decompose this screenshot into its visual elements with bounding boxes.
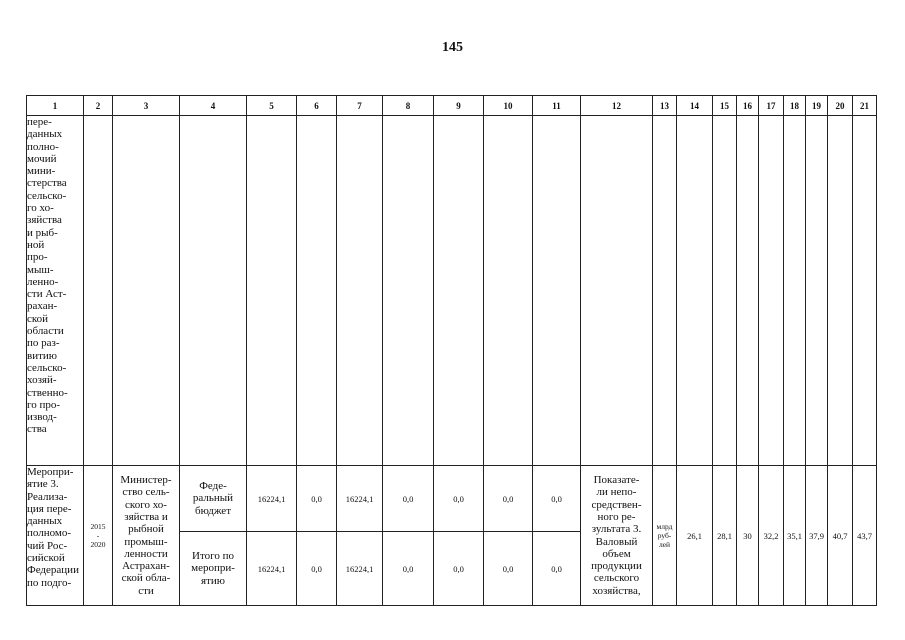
header-cell: 9 bbox=[434, 96, 484, 116]
amount-cell: 0,0 bbox=[434, 466, 484, 532]
header-cell: 8 bbox=[383, 96, 434, 116]
amount-cell: 16224,1 bbox=[337, 466, 383, 532]
amount-cell: 0,0 bbox=[297, 466, 337, 532]
header-cell: 13 bbox=[653, 96, 677, 116]
amount-cell: 0,0 bbox=[297, 532, 337, 606]
header-cell: 7 bbox=[337, 96, 383, 116]
header-cell: 14 bbox=[677, 96, 713, 116]
amount-cell: 16224,1 bbox=[337, 532, 383, 606]
indicator-value: 37,9 bbox=[806, 466, 828, 606]
header-cell: 15 bbox=[713, 96, 737, 116]
amount-cell: 0,0 bbox=[533, 532, 581, 606]
event-executor: Министер- ство сель- ского хо- зяйства и рыбной промыш- ленности Астрахан- ской обла- сти bbox=[113, 466, 180, 606]
event-row bbox=[27, 466, 877, 532]
event-period: 2015 - 2020 bbox=[84, 466, 113, 606]
amount-cell: 0,0 bbox=[383, 532, 434, 606]
header-cell: 21 bbox=[853, 96, 877, 116]
amount-cell: 0,0 bbox=[484, 532, 533, 606]
header-cell: 11 bbox=[533, 96, 581, 116]
header-row bbox=[27, 96, 877, 116]
funding-source: Феде- ральный бюджет bbox=[180, 466, 247, 532]
amount-cell: 0,0 bbox=[383, 466, 434, 532]
continuation-row bbox=[27, 116, 877, 466]
header-cell: 20 bbox=[828, 96, 853, 116]
indicator-value: 26,1 bbox=[677, 466, 713, 606]
header-cell: 12 bbox=[581, 96, 653, 116]
header-cell: 4 bbox=[180, 96, 247, 116]
funding-source: Итого по меропри- ятию bbox=[180, 532, 247, 606]
indicator-value: 35,1 bbox=[784, 466, 806, 606]
indicator-value: 30 bbox=[737, 466, 759, 606]
amount-cell: 0,0 bbox=[484, 466, 533, 532]
unit-text: млрд руб- лей bbox=[653, 466, 677, 606]
amount-cell: 16224,1 bbox=[247, 532, 297, 606]
amount-cell: 0,0 bbox=[533, 466, 581, 532]
header-cell: 10 bbox=[484, 96, 533, 116]
event-name: Меропри- ятие 3. Реализа- ция пере- данных полномо- чий Рос- сийской Федерации по подго- bbox=[27, 466, 84, 606]
header-cell: 3 bbox=[113, 96, 180, 116]
header-cell: 2 bbox=[84, 96, 113, 116]
header-cell: 5 bbox=[247, 96, 297, 116]
indicator-text: Показате- ли непо- средствен- ного ре- зультата 3. Валовый объем продукции сельского хозяйства, bbox=[581, 466, 653, 606]
amount-cell: 0,0 bbox=[434, 532, 484, 606]
header-cell: 18 bbox=[784, 96, 806, 116]
header-cell: 19 bbox=[806, 96, 828, 116]
continuation-text: пере- данных полно- мочий мини- стерства сельско- го хо- зяйства и рыб- ной про- мыш- ленно- сти Аст- рахан- ской области по раз- витию сельско- хозяй- ственно- го про- извод- ства bbox=[27, 116, 84, 466]
indicator-value: 40,7 bbox=[828, 466, 853, 606]
page-number: 145 bbox=[442, 40, 463, 55]
amount-cell: 16224,1 bbox=[247, 466, 297, 532]
indicator-value: 43,7 bbox=[853, 466, 877, 606]
header-cell: 6 bbox=[297, 96, 337, 116]
indicator-value: 32,2 bbox=[759, 466, 784, 606]
indicator-value: 28,1 bbox=[713, 466, 737, 606]
header-cell: 17 bbox=[759, 96, 784, 116]
header-cell: 16 bbox=[737, 96, 759, 116]
header-cell: 1 bbox=[27, 96, 84, 116]
program-table bbox=[26, 95, 877, 606]
